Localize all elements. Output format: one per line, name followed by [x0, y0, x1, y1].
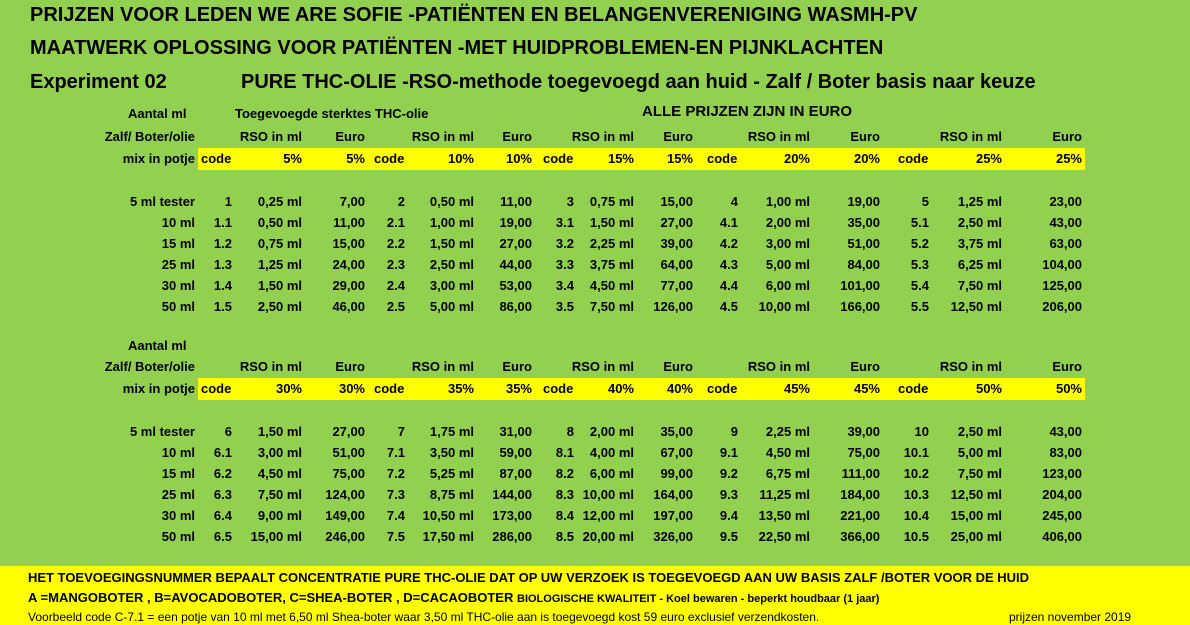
code-header: code: [898, 151, 929, 166]
price-cell: 173,00: [492, 508, 532, 523]
code-cell: 6: [224, 424, 232, 439]
rso-cell: 1,00 ml: [429, 215, 474, 230]
rso-cell: 5,25 ml: [429, 466, 474, 481]
euro-header: Euro: [663, 359, 693, 374]
price-cell: 39,00: [660, 236, 693, 251]
size-label: 50 ml: [161, 529, 195, 544]
price-cell: 246,00: [325, 529, 365, 544]
code-cell: 4.1: [719, 215, 738, 230]
code-header: code: [898, 381, 929, 396]
size-label: 30 ml: [161, 278, 195, 293]
price-cell: 59,00: [499, 445, 532, 460]
price-cell: 63,00: [1049, 236, 1082, 251]
rso-header: RSO in ml: [411, 129, 474, 144]
code-cell: 9.5: [719, 529, 738, 544]
rso-cell: 13,50 ml: [758, 508, 810, 523]
code-header: code: [707, 381, 738, 396]
subtitle: PURE THC-OLIE -RSO-methode toegevoegd aan huid - Zalf / Boter basis naar keuze: [241, 71, 1036, 93]
price-cell: 87,00: [499, 466, 532, 481]
price-cell: 15,00: [332, 236, 365, 251]
rso-header: RSO in ml: [571, 129, 634, 144]
euro-header: Euro: [850, 359, 880, 374]
code-header: code: [543, 151, 574, 166]
price-cell: 83,00: [1049, 445, 1082, 460]
code-cell: 5: [921, 194, 929, 209]
price-cell: 204,00: [1042, 487, 1082, 502]
rso-header: RSO in ml: [571, 359, 634, 374]
code-cell: 6.4: [213, 508, 232, 523]
code-cell: 2: [397, 194, 405, 209]
price-cell: 27,00: [499, 236, 532, 251]
price-cell: 46,00: [332, 299, 365, 314]
rso-header: RSO in ml: [239, 129, 302, 144]
rso-cell: 2,50 ml: [957, 424, 1002, 439]
code-cell: 3.3: [555, 257, 574, 272]
code-cell: 2.5: [386, 299, 405, 314]
code-cell: 10.5: [903, 529, 929, 544]
code-cell: 9.4: [719, 508, 738, 523]
rso-cell: 2,50 ml: [957, 215, 1002, 230]
rso-cell: 1,25 ml: [957, 194, 1002, 209]
code-cell: 6.3: [213, 487, 232, 502]
euro-percent: 15%: [666, 151, 693, 166]
price-cell: 101,00: [840, 278, 880, 293]
rso-cell: 3,00 ml: [429, 278, 474, 293]
price-cell: 51,00: [847, 236, 880, 251]
code-cell: 1.1: [213, 215, 232, 230]
price-cell: 35,00: [660, 424, 693, 439]
rso-percent: 25%: [975, 151, 1002, 166]
zalf-label: Zalf/ Boter/olie: [104, 359, 195, 374]
size-label: 15 ml: [161, 236, 195, 251]
code-cell: 8.3: [555, 487, 574, 502]
alle-prijzen-label: ALLE PRIJZEN ZIJN IN EURO: [642, 103, 853, 120]
rso-cell: 1,50 ml: [257, 424, 302, 439]
rso-cell: 4,50 ml: [257, 466, 302, 481]
euro-header: Euro: [335, 129, 365, 144]
code-cell: 8.5: [555, 529, 574, 544]
aantal-ml-label: Aantal ml: [128, 106, 187, 121]
code-cell: 5.1: [910, 215, 929, 230]
code-cell: 9: [730, 424, 738, 439]
code-header: code: [543, 381, 574, 396]
code-cell: 1: [224, 194, 232, 209]
code-cell: 6.1: [213, 445, 232, 460]
euro-percent: 45%: [853, 381, 880, 396]
rso-cell: 10,00 ml: [582, 487, 634, 502]
code-cell: 3.2: [555, 236, 574, 251]
footer-notes: [0, 566, 1190, 625]
euro-header: Euro: [1052, 359, 1082, 374]
code-cell: 10.4: [903, 508, 929, 523]
code-cell: 8: [566, 424, 574, 439]
price-cell: 84,00: [847, 257, 880, 272]
quality-note: BIOLOGISCHE KWALITEIT - Koel bewaren - beperkt houdbaar (1 jaar): [517, 593, 880, 605]
code-cell: 3: [566, 194, 574, 209]
code-cell: 8.2: [555, 466, 574, 481]
rso-cell: 0,25 ml: [257, 194, 302, 209]
price-cell: 27,00: [660, 215, 693, 230]
rso-cell: 10,00 ml: [758, 299, 810, 314]
rso-cell: 22,50 ml: [758, 529, 810, 544]
size-label: 15 ml: [161, 466, 195, 481]
rso-cell: 5,00 ml: [765, 257, 810, 272]
rso-cell: 4,50 ml: [765, 445, 810, 460]
price-cell: 24,00: [332, 257, 365, 272]
code-cell: 4.3: [719, 257, 738, 272]
rso-percent: 40%: [607, 381, 634, 396]
footer-example: Voorbeeld code C-7.1 = een potje van 10 ml met 6,50 ml Shea-boter waar 3,50 ml THC-olie aan is toegevoegd kost 59 euro exclusief verzendkosten.: [28, 610, 820, 624]
code-cell: 3.4: [555, 278, 574, 293]
price-cell: 27,00: [332, 424, 365, 439]
rso-cell: 8,75 ml: [429, 487, 474, 502]
rso-cell: 1,50 ml: [589, 215, 634, 230]
code-cell: 10: [914, 424, 929, 439]
code-cell: 7.1: [386, 445, 405, 460]
euro-header: Euro: [850, 129, 880, 144]
code-cell: 6.5: [213, 529, 232, 544]
euro-header: Euro: [502, 129, 532, 144]
rso-cell: 0,75 ml: [589, 194, 634, 209]
size-label: 30 ml: [161, 508, 195, 523]
code-cell: 3.1: [555, 215, 574, 230]
code-header: code: [374, 381, 405, 396]
rso-cell: 12,00 ml: [582, 508, 634, 523]
euro-percent: 5%: [346, 151, 365, 166]
rso-cell: 3,00 ml: [257, 445, 302, 460]
aantal-ml-label-2: Aantal ml: [128, 338, 187, 353]
rso-cell: 2,00 ml: [589, 424, 634, 439]
rso-cell: 7,50 ml: [257, 487, 302, 502]
code-cell: 7.4: [386, 508, 405, 523]
size-label: 25 ml: [161, 487, 195, 502]
code-cell: 10.3: [903, 487, 929, 502]
price-cell: 123,00: [1042, 466, 1082, 481]
rso-cell: 1,75 ml: [429, 424, 474, 439]
rso-cell: 0,50 ml: [429, 194, 474, 209]
price-cell: 39,00: [847, 424, 880, 439]
rso-cell: 3,75 ml: [589, 257, 634, 272]
price-cell: 124,00: [325, 487, 365, 502]
code-cell: 1.4: [213, 278, 232, 293]
euro-percent: 20%: [853, 151, 880, 166]
euro-percent: 30%: [338, 381, 365, 396]
code-cell: 4.2: [719, 236, 738, 251]
price-cell: 23,00: [1049, 194, 1082, 209]
rso-cell: 3,50 ml: [429, 445, 474, 460]
price-cell: 11,00: [500, 194, 532, 209]
rso-cell: 12,50 ml: [950, 487, 1002, 502]
code-header: code: [201, 381, 232, 396]
price-cell: 99,00: [660, 466, 693, 481]
rso-cell: 1,50 ml: [257, 278, 302, 293]
euro-header: Euro: [502, 359, 532, 374]
euro-header: Euro: [1052, 129, 1082, 144]
size-label: 5 ml tester: [129, 194, 195, 209]
price-cell: 144,00: [492, 487, 532, 502]
zalf-label: Zalf/ Boter/olie: [104, 129, 195, 144]
rso-cell: 6,00 ml: [589, 466, 634, 481]
code-cell: 8.4: [555, 508, 574, 523]
code-cell: 1.3: [213, 257, 232, 272]
rso-header: RSO in ml: [239, 359, 302, 374]
rso-cell: 1,50 ml: [429, 236, 474, 251]
rso-cell: 17,50 ml: [422, 529, 474, 544]
rso-cell: 11,25 ml: [759, 487, 810, 502]
code-cell: 10.1: [903, 445, 929, 460]
code-cell: 5.4: [910, 278, 929, 293]
price-cell: 406,00: [1042, 529, 1082, 544]
euro-percent: 35%: [505, 381, 532, 396]
rso-cell: 7,50 ml: [957, 466, 1002, 481]
rso-cell: 2,50 ml: [429, 257, 474, 272]
code-cell: 1.2: [213, 236, 232, 251]
rso-header: RSO in ml: [939, 359, 1002, 374]
price-cell: 221,00: [840, 508, 880, 523]
toegevoegde-label: Toegevoegde sterktes THC-olie: [235, 106, 429, 121]
rso-cell: 15,00 ml: [250, 529, 302, 544]
price-cell: 64,00: [660, 257, 693, 272]
title-line-1: PRIJZEN VOOR LEDEN WE ARE SOFIE -PATIËNTEN EN BELANGENVERENIGING WASMH-PV: [30, 4, 918, 26]
price-cell: 19,00: [499, 215, 532, 230]
euro-header: Euro: [663, 129, 693, 144]
rso-cell: 4,50 ml: [589, 278, 634, 293]
code-cell: 4.4: [719, 278, 738, 293]
price-cell: 126,00: [653, 299, 693, 314]
rso-percent: 15%: [607, 151, 634, 166]
rso-cell: 10,50 ml: [422, 508, 474, 523]
size-label: 10 ml: [161, 215, 195, 230]
rso-cell: 1,00 ml: [765, 194, 810, 209]
code-cell: 7: [397, 424, 405, 439]
rso-cell: 2,50 ml: [257, 299, 302, 314]
price-cell: 184,00: [840, 487, 880, 502]
price-cell: 44,00: [499, 257, 532, 272]
rso-cell: 4,00 ml: [589, 445, 634, 460]
price-cell: 206,00: [1042, 299, 1082, 314]
rso-cell: 15,00 ml: [950, 508, 1002, 523]
price-cell: 51,00: [332, 445, 365, 460]
code-cell: 6.2: [213, 466, 232, 481]
euro-percent: 50%: [1055, 381, 1082, 396]
rso-percent: 5%: [283, 151, 302, 166]
price-cell: 125,00: [1042, 278, 1082, 293]
rso-header: RSO in ml: [747, 129, 810, 144]
price-cell: 245,00: [1042, 508, 1082, 523]
rso-cell: 6,00 ml: [765, 278, 810, 293]
code-cell: 10.2: [903, 466, 929, 481]
rso-cell: 2,00 ml: [765, 215, 810, 230]
code-cell: 2.4: [386, 278, 405, 293]
price-cell: 7,00: [339, 194, 365, 209]
price-cell: 31,00: [499, 424, 532, 439]
size-label: 5 ml tester: [129, 424, 195, 439]
title-line-2: MAATWERK OPLOSSING VOOR PATIËNTEN -MET HUIDPROBLEMEN-EN PIJNKLACHTEN: [30, 37, 884, 59]
code-cell: 2.1: [386, 215, 405, 230]
code-cell: 1.5: [213, 299, 232, 314]
code-cell: 7.5: [386, 529, 405, 544]
code-header: code: [374, 151, 405, 166]
rso-cell: 25,00 ml: [950, 529, 1002, 544]
price-cell: 326,00: [653, 529, 693, 544]
code-cell: 7.2: [386, 466, 405, 481]
euro-percent: 10%: [505, 151, 532, 166]
price-cell: 75,00: [332, 466, 365, 481]
rso-header: RSO in ml: [939, 129, 1002, 144]
code-cell: 5.5: [910, 299, 929, 314]
code-cell: 2.2: [386, 236, 405, 251]
code-cell: 5.2: [910, 236, 929, 251]
price-cell: 67,00: [660, 445, 693, 460]
code-cell: 2.3: [386, 257, 405, 272]
price-cell: 43,00: [1049, 424, 1082, 439]
price-cell: 43,00: [1049, 215, 1082, 230]
rso-cell: 2,25 ml: [765, 424, 810, 439]
rso-percent: 35%: [447, 381, 474, 396]
rso-cell: 0,50 ml: [257, 215, 302, 230]
rso-percent: 30%: [275, 381, 302, 396]
price-cell: 149,00: [325, 508, 365, 523]
price-cell: 286,00: [492, 529, 532, 544]
code-cell: 3.5: [555, 299, 574, 314]
experiment-label: Experiment 02: [30, 71, 167, 93]
rso-cell: 9,00 ml: [257, 508, 302, 523]
rso-percent: 50%: [975, 381, 1002, 396]
rso-cell: 6,75 ml: [765, 466, 810, 481]
rso-cell: 7,50 ml: [957, 278, 1002, 293]
rso-cell: 3,00 ml: [765, 236, 810, 251]
price-cell: 166,00: [840, 299, 880, 314]
rso-cell: 5,00 ml: [957, 445, 1002, 460]
rso-header: RSO in ml: [411, 359, 474, 374]
code-cell: 5.3: [910, 257, 929, 272]
code-header: code: [201, 151, 232, 166]
footer-line-1: HET TOEVOEGINGSNUMMER BEPAALT CONCENTRATIE PURE THC-OLIE DAT OP UW VERZOEK IS TOEGEVOEGD AAN UW BASIS ZALF /BOTER VOOR DE HUID: [28, 570, 1030, 585]
code-cell: 4: [730, 194, 738, 209]
price-cell: 15,00: [660, 194, 693, 209]
code-cell: 4.5: [719, 299, 738, 314]
rso-cell: 2,25 ml: [589, 236, 634, 251]
mix-label: mix in potje: [122, 151, 195, 166]
price-cell: 86,00: [499, 299, 532, 314]
price-cell: 77,00: [660, 278, 693, 293]
size-label: 25 ml: [161, 257, 195, 272]
size-label: 50 ml: [161, 299, 195, 314]
rso-cell: 5,00 ml: [429, 299, 474, 314]
code-header: code: [707, 151, 738, 166]
euro-percent: 40%: [666, 381, 693, 396]
rso-cell: 6,25 ml: [957, 257, 1002, 272]
rso-percent: 20%: [783, 151, 810, 166]
code-cell: 7.3: [386, 487, 405, 502]
price-cell: 164,00: [653, 487, 693, 502]
size-label: 10 ml: [161, 445, 195, 460]
price-cell: 35,00: [847, 215, 880, 230]
rso-percent: 45%: [783, 381, 810, 396]
price-cell: 75,00: [847, 445, 880, 460]
euro-header: Euro: [335, 359, 365, 374]
price-cell: 366,00: [840, 529, 880, 544]
rso-header: RSO in ml: [747, 359, 810, 374]
butter-types: A =MANGOBOTER , B=AVOCADOBOTER, C=SHEA-BOTER , D=CACAOBOTER: [28, 590, 514, 605]
code-cell: 9.2: [719, 466, 738, 481]
price-cell: 111,00: [841, 466, 880, 481]
rso-cell: 20,00 ml: [582, 529, 634, 544]
code-cell: 9.3: [719, 487, 738, 502]
footer-date: prijzen november 2019: [1009, 610, 1132, 624]
rso-cell: 3,75 ml: [957, 236, 1002, 251]
rso-cell: 1,25 ml: [257, 257, 302, 272]
footer-line-2: [28, 590, 879, 605]
price-cell: 19,00: [847, 194, 880, 209]
code-cell: 8.1: [555, 445, 574, 460]
price-cell: 11,00: [333, 215, 365, 230]
price-cell: 29,00: [332, 278, 365, 293]
mix-label: mix in potje: [122, 381, 195, 396]
price-cell: 53,00: [499, 278, 532, 293]
code-cell: 9.1: [719, 445, 738, 460]
rso-percent: 10%: [447, 151, 474, 166]
rso-cell: 12,50 ml: [950, 299, 1002, 314]
price-cell: 104,00: [1042, 257, 1082, 272]
euro-percent: 25%: [1055, 151, 1082, 166]
price-cell: 197,00: [653, 508, 693, 523]
rso-cell: 0,75 ml: [257, 236, 302, 251]
rso-cell: 7,50 ml: [589, 299, 634, 314]
